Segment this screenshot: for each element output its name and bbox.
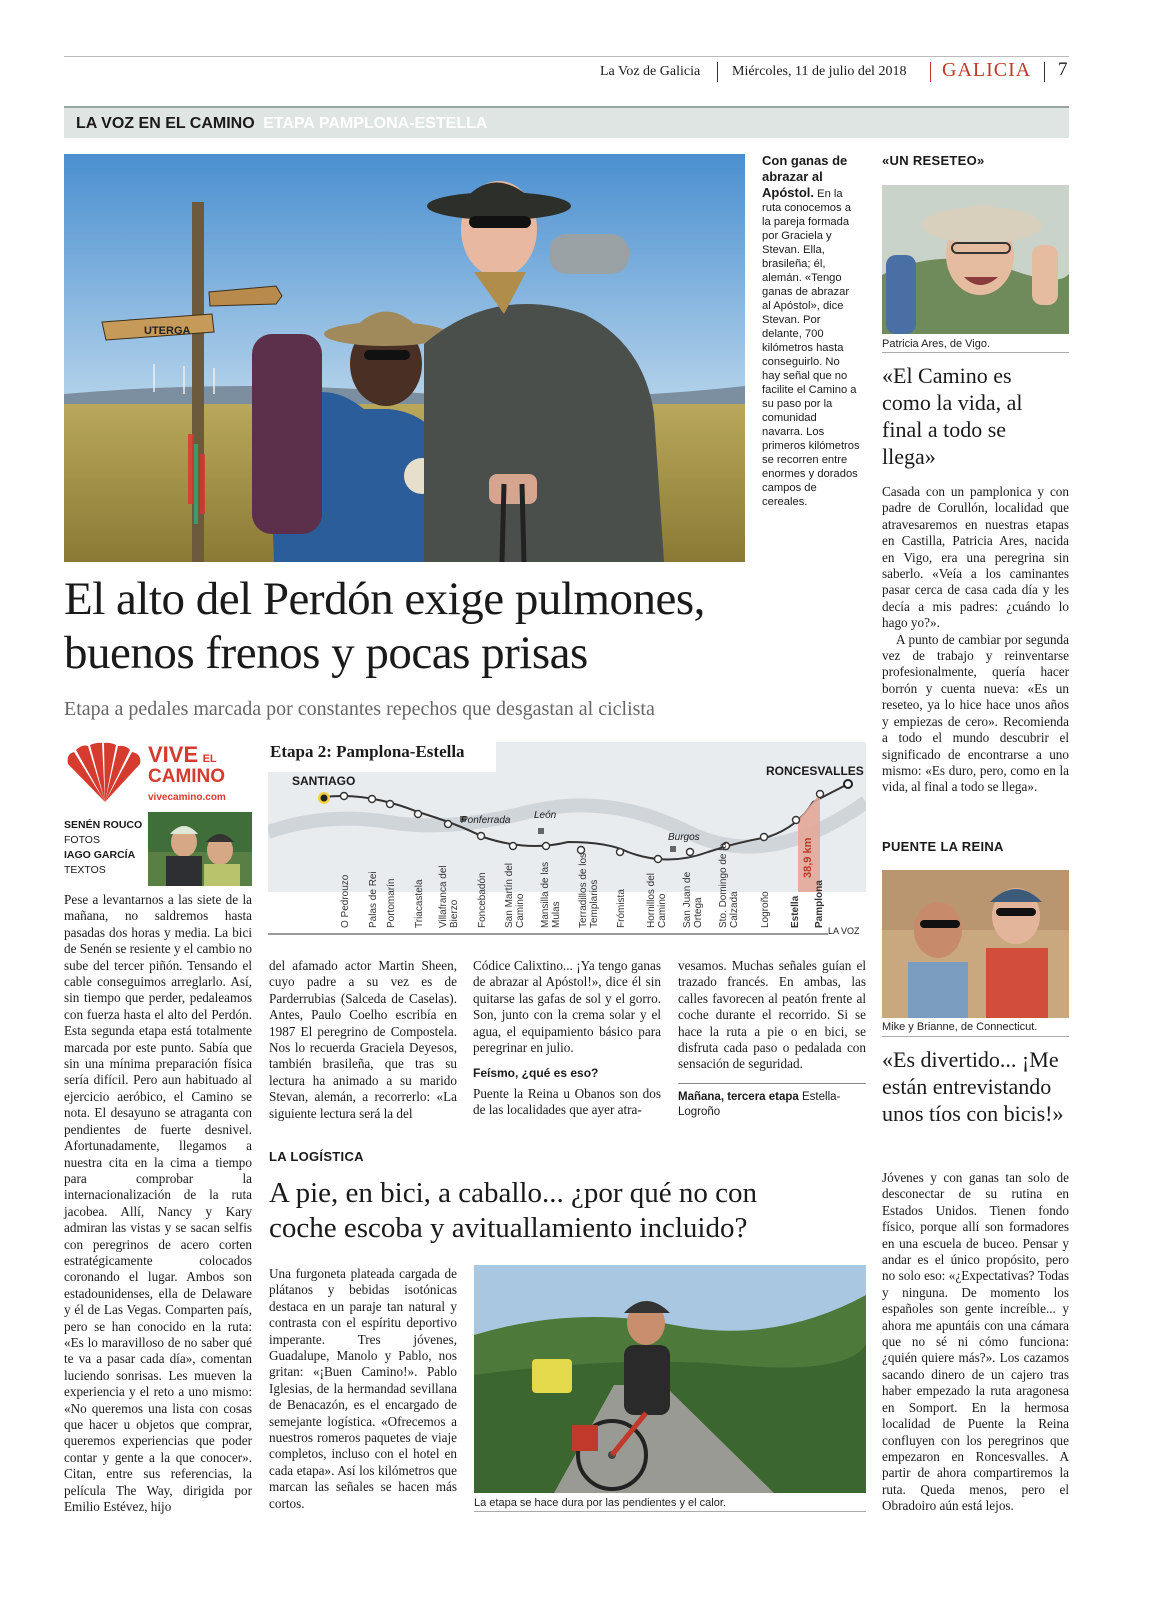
map-stop: Palas de Rei bbox=[368, 871, 379, 928]
header-date: Miércoles, 11 de julio del 2018 bbox=[732, 64, 907, 79]
section-name: GALICIA bbox=[942, 59, 1032, 81]
authors-photo bbox=[148, 812, 252, 886]
route-map bbox=[268, 742, 866, 938]
sidebar-paragraph: A punto de cambiar por segunda vez de trabajo y reinventarse profesionalmente, quería hacer borrón y cuenta nueva: «Es un reseteo, ya lo hice hace unos años y empiezas de cero». Recomienda a todo el mundo descubrir el significado de encontrarse a uno mismo: «Es duro, pero, como en la vida, al final a todo se llega». bbox=[882, 631, 1069, 795]
map-stop: Portomarín bbox=[386, 878, 397, 928]
map-stop: Logroño bbox=[760, 891, 771, 928]
headline bbox=[64, 572, 864, 680]
credit1-role: FOTOS bbox=[64, 834, 100, 846]
map-stop: Mansilla de las Mulas bbox=[540, 861, 562, 928]
tomorrow-lead: Mañana, tercera etapa bbox=[678, 1090, 799, 1103]
credits bbox=[64, 818, 149, 878]
credit1-name: SENÉN ROUCO bbox=[64, 819, 143, 831]
map-town: Ponferrada bbox=[461, 815, 511, 826]
article-paragraph: Pese a levantarnos a las siete de la mañana, no saldremos hasta pasadas dos horas y media. La bici de Senén se resiente y el cambio no sube del tercer piñón. Tensando el cable conseguimos arreglarlo. Así, sin tiempo que perder, pedaleamos con fuerza hasta el alto del Perdón. Esta segunda etapa está totalmente marcada por este punto. Sabía que sin una mínima preparación física sería difícil. Pero aun habituado al ejercicio aeróbico, el Camino se nota. El desayuno se atraganta con pendientes de fuerte desnivel. Afortunadamente, llegamos a nuestra cita en la cima a tiempo para comprobar la internacionalización de la ruta jacobea. Allí, Nancy y Kary admiran las vistas y se sacan selfis con peregrinos de acero corten estratégicamente colocados coronando el lugar. Ambos son estadounidenses, ella de Delaware y él de Las Vegas. Comparten país, pero se han conocido en la ruta: «Es lo maravilloso de no saber qué te va a pasar cada día», comentan luciendo sonrisas. Les mueven la experiencia y el reto a uno mismo: «No queremos una lista con cosas que hacer u objetos que comprar, queremos experiencias que poder contar y gente a la que conocer». Citan, entre sus referencias, la película The Way, dirigida por Emilio Estévez, hijo bbox=[64, 892, 252, 1515]
main-photo-caption bbox=[762, 153, 860, 509]
series-banner bbox=[64, 106, 1069, 138]
article-col1 bbox=[64, 892, 252, 1515]
credit2-name: IAGO GARCÍA bbox=[64, 849, 136, 861]
vive-url: vivecamino.com bbox=[148, 792, 226, 803]
map-stop: Pamplona bbox=[814, 880, 825, 928]
logistics-text bbox=[269, 1266, 457, 1512]
patricia-caption: Patricia Ares, de Vigo. bbox=[882, 338, 991, 350]
map-end: RONCESVALLES bbox=[766, 764, 864, 778]
article-paragraph: del afamado actor Martin Sheen, cuyo padre a su vez es de Parderrubias (Salceda de Caselas). Antes, Paulo Coelho escribía en 1987 El peregrino de Compostela. Nos lo recuerda Graciela Deyesos, también brasileña, que tras su lectura ha animado a su marido Stevan, alemán, a recorrerlo: «La siguiente lectura será la del bbox=[269, 958, 457, 1121]
map-stop: Sto. Domingo de la Calzada bbox=[718, 842, 740, 928]
article-paragraph: vesamos. Muchas señales guían el trazado francés. En ambas, las calles favorecen al peatón frente al coche durante el recorrido. Si se hace la ruta a pie o en bici, se disfruta cada paso o pedalada con sensación de seguridad. bbox=[678, 958, 866, 1072]
map-stop: Terradillos de los Templarios bbox=[578, 852, 600, 928]
credit2-role: TEXTOS bbox=[64, 864, 106, 876]
article-col2 bbox=[269, 958, 457, 1122]
caption-text: En la ruta conocemos a la pareja formada por Graciela y Stevan. Ella, brasileña; él, alemán. «Tengo ganas de abrazar al Apóstol», dice Stevan. Por delante, 700 kilómetros hasta conseguirlo. No hay señal que no facilite el Camino a su paso por la comunidad navarra. Los primeros kilómetros se recorren entre enormes y dorados campos de cereales. bbox=[762, 188, 860, 508]
logistics-title-line1: A pie, en bici, a caballo... ¿por qué no con bbox=[269, 1177, 758, 1209]
logistics-title-line2: coche escoba y avituallamiento incluido? bbox=[269, 1212, 748, 1244]
main-photo bbox=[64, 154, 745, 562]
mike-brianne-photo bbox=[882, 870, 1069, 1018]
subheadline: Etapa a pedales marcada por constantes repechos que desgastan al ciclista bbox=[64, 698, 655, 720]
map-distance: 38,9 km bbox=[802, 837, 814, 878]
map-stop: O Pedrouzo bbox=[340, 874, 351, 928]
map-stop: Villafranca del Bierzo bbox=[438, 865, 460, 928]
sidebar-kicker2: PUENTE LA REINA bbox=[882, 839, 1004, 854]
logistics-kicker: LA LOGÍSTICA bbox=[269, 1149, 364, 1164]
series-title: LA VOZ EN EL CAMINO bbox=[76, 115, 255, 132]
map-stop: Estella bbox=[790, 895, 801, 928]
sign-text: UTERGA bbox=[144, 325, 191, 337]
map-town: Burgos bbox=[668, 832, 700, 843]
map-stop: Frómista bbox=[616, 889, 627, 928]
patricia-photo bbox=[882, 185, 1069, 334]
stage-title: ETAPA PAMPLONA-ESTELLA bbox=[263, 115, 488, 132]
sidebar-kicker1: «UN RESETEO» bbox=[882, 153, 985, 168]
cyclist-photo bbox=[474, 1265, 866, 1493]
map-stop: San Martín del Camino bbox=[504, 862, 526, 928]
headline-line1: El alto del Perdón exige pulmones, bbox=[64, 573, 705, 625]
article-paragraph: Códice Calixtino... ¡Ya tengo ganas de abrazar al Apóstol!», dice él sin quitarse las gafas de sol y el gorro. Son, junto con la crema solar y el agua, el equipamiento básico para peregrinar en julio. bbox=[473, 958, 661, 1056]
el-word: EL bbox=[202, 753, 217, 765]
article-col4 bbox=[678, 958, 866, 1120]
article-subhead: Feísmo, ¿qué es eso? bbox=[473, 1066, 599, 1081]
map-town: León bbox=[534, 810, 557, 821]
page-number: 7 bbox=[1058, 59, 1068, 80]
tomorrow-text: Estella-Logroño bbox=[678, 1090, 841, 1118]
mike-brianne-caption: Mike y Brianne, de Connecticut. bbox=[882, 1021, 1038, 1033]
header-divider bbox=[1044, 62, 1045, 82]
map-stop: San Juan de Ortega bbox=[682, 871, 704, 928]
camino-word: CAMINO bbox=[148, 766, 226, 787]
scallop-shell-icon bbox=[64, 742, 146, 806]
map-stop: Foncebadón bbox=[477, 872, 488, 928]
sidebar-paragraph: Casada con un pamplonica y con padre de Corullón, localidad que atravesaremos en nuestras etapas en Castilla, Patricia Ares, nacida en Vigo, era una peregrina sin saberlo. «Veía a los caminantes pasar cerca de casa cada día y les decía a mis padres: ¿cuándo lo hago yo?». bbox=[882, 484, 1069, 631]
vive-logo bbox=[64, 742, 254, 806]
sidebar-paragraph: Jóvenes y con ganas tan solo de desconectar de su rutina en Estados Unidos. Tienen fondo físico, porque allí son formadores en una escuela de buceo. Pensar y andar es el único propósito, pero no solo eso: «¿Expectativas? Todas y ninguna. De momento los españoles son gente increíble... y ahora me apuntáis con una cámara que no sé ni cómo funciona: ¿quién quiere más?». Los cazamos sacando dinero de un cajero tras haber empezado la ruta aragonesa en Somport. En la hermosa localidad de Puente la Reina confluyen con los peregrinos que empezaron en Roncesvalles. A partir de ahora compartiremos la ruta. Queda menos, pero el Obradoiro aún está lejos. bbox=[882, 1170, 1069, 1514]
headline-line2: buenos frenos y pocas prisas bbox=[64, 627, 588, 679]
cyclist-photo-caption: La etapa se hace dura por las pendientes y el calor. bbox=[474, 1497, 726, 1509]
map-stop: Triacastela bbox=[414, 879, 425, 928]
header-divider bbox=[930, 62, 931, 82]
sidebar-text1 bbox=[882, 484, 1069, 796]
paper-name: La Voz de Galicia bbox=[600, 64, 701, 79]
sidebar-quote2: «Es divertido... ¡Me están entrevistando unos tíos con bicis!» bbox=[882, 1047, 1064, 1126]
header-divider bbox=[717, 62, 718, 82]
sidebar-text2 bbox=[882, 1170, 1069, 1515]
map-credit: LA VOZ bbox=[828, 926, 860, 936]
caption-lead: Con ganas de abrazar al Apóstol. bbox=[762, 153, 848, 200]
article-col3 bbox=[473, 958, 661, 1119]
page-header bbox=[580, 60, 1070, 86]
logistics-title bbox=[269, 1176, 869, 1246]
map-stop: Hornillos del Camino bbox=[646, 872, 668, 928]
logistics-paragraph: Una furgoneta plateada cargada de plátanos y bebidas isotónicas destaca en un paraje tan natural y contrasta con el espíritu deportivo imperante. Tres jóvenes, Guadalupe, Manolo y Pablo, nos gritan: «¡Buen Camino!». Pablo Iglesias, de la hermandad sevillana de Benacazón, es el encargado de semejante logística. «Ofrecemos a nuestros romeros paquetes de viaje completos, incluso con el hotel en cada etapa». Así los kilómetros que marcan las señales se hacen más cortos. bbox=[269, 1266, 457, 1511]
map-start: SANTIAGO bbox=[292, 774, 356, 788]
vive-word: VIVE bbox=[148, 742, 199, 767]
map-title: Etapa 2: Pamplona-Estella bbox=[270, 742, 465, 761]
sidebar-quote1: «El Camino es como la vida, al final a todo se llega» bbox=[882, 363, 1023, 469]
tomorrow-note bbox=[678, 1090, 866, 1120]
article-paragraph: Puente la Reina u Obanos son dos de las localidades que ayer atra- bbox=[473, 1085, 661, 1118]
